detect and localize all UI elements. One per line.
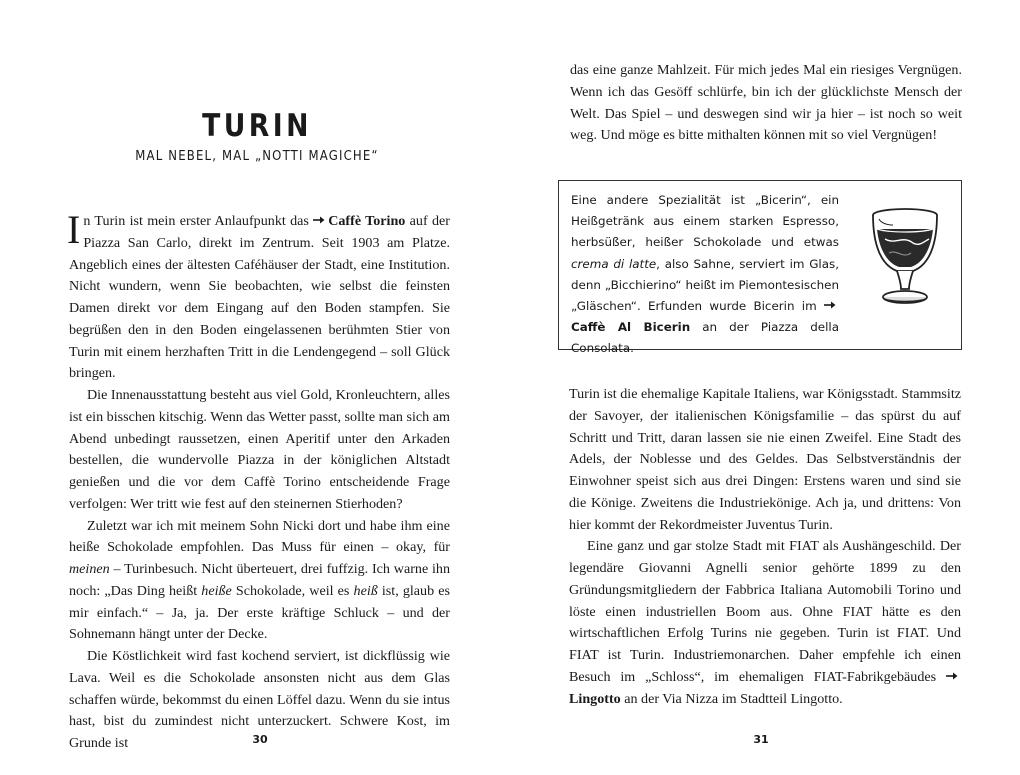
text-run: n Turin ist mein erster Anlaufpunkt das [83, 213, 314, 229]
left-body-text [67, 207, 450, 755]
text-run: Zuletzt war ich mit meinem Sohn Nicki dort und habe ihm eine heiße Schokolade empfohlen. Das Muss für einen – okay, für [69, 517, 450, 556]
page-number-left: 30 [252, 733, 268, 746]
text-run: , also Sahne, serviert im Glas, denn „Bicchierino“ heißt im Piemontesischen „Gläschen“. Erfunden wurde Bicerin im [571, 256, 839, 314]
text-run: an der Piazza della Consolata. [571, 320, 839, 356]
text-run: Schokolade, weil es [231, 582, 354, 599]
paragraph [67, 207, 450, 385]
paragraph [569, 536, 961, 710]
text-run: Eine andere Spezialität ist „Bicerin“, ein Heißgetränk aus einem starken Espresso, herbsüßer, heißer Schokolade und etwas [571, 193, 839, 250]
info-box-bicerin [558, 180, 962, 356]
emphasis: crema di latte [571, 256, 657, 271]
chapter-title: TURIN [202, 108, 312, 144]
venue-link-caffe-torino: Caffè Torino [328, 213, 406, 229]
paragraph [69, 516, 450, 647]
text-run: Eine ganz und gar stolze Stadt mit FIAT als Aushängeschild. Der legendäre Giovanni Agnelli senior gehörte 1899 zu den Gründungsmitgliedern der Fabbrica Italiana Automobili Torino und löste einen industriellen Boom aus. Ohne FIAT hätte es den wirtschaftlichen Erfolg Turins nie gegeben. Turin ist FIAT. Und FIAT ist Turin. Industriemonarchen. Daher empfehle ich einen Besuch im „Schloss“, im ehemaligen FIAT-Fabrikgebäudes [569, 538, 961, 685]
paragraph: das eine ganze Mahlzeit. Für mich jedes Mal ein riesiges Vergnügen. Wenn ich das Gesöff schlürfe, bin ich der glücklichste Mensch der Welt. Das Spiel – und deswegen sind wir ja hier – ist noch so weit weg. Und möge es bitte mithalten können mit so viel Vergnügen! [570, 62, 962, 144]
right-body-text [569, 384, 961, 710]
paragraph: Die Köstlichkeit wird fast kochend serviert, ist dickflüssig wie Lava. Weil es die Schokolade ansonsten nicht aus dem Glas schaffen würde, bekommst du einen Löffel dazu. Wenn du sie intus hast, bist du zumindest nicht unterzuckert. Schwere Kost, im Grunde ist [69, 648, 450, 751]
drop-cap: I [67, 207, 81, 252]
paragraph [571, 190, 839, 360]
info-box-text [571, 190, 839, 360]
paragraph: Die Innenausstattung besteht aus viel Gold, Kronleuchtern, alles ist ein bisschen kitschig. Wenn das Wetter passt, sollte man sich am Abend unbedingt raussetzen, einen Aperitif unter den Arkaden bestellen, die wundervolle Piazza in der königlichen Altstadt genießen und die vor dem Caffè Torino entscheidende Frage verfolgen: Wer tritt wie fest auf den steinernen Stierhoden? [69, 387, 450, 512]
paragraph: Turin ist die ehemalige Kapitale Italiens, war Königsstadt. Stammsitz der Savoyer, der italienischen Königsfamilie – das spürst du auf Schritt und Tritt, daran lassen sie nie einen Zweifel. Eine Stadt des Adels, der Noblesse und des Geldes. Das Selbstverständnis der Einwohner speist sich aus drei Dingen: Erstens waren und sind sie die Könige. Zweitens die Industriekönige. Ach ja, und drittens: Von hier kommt der Rekordmeister Juventus Turin. [569, 386, 961, 533]
page-number-right: 31 [753, 733, 769, 746]
text-run: an der Via Nizza im Stadtteil Lingotto. [620, 690, 843, 707]
arrow-right-icon [824, 300, 836, 310]
chapter-subtitle: MAL NEBEL, MAL „NOTTI MAGICHE“ [135, 149, 379, 164]
emphasis: heiß [353, 582, 378, 599]
text-run: ist, glaub es mir einfach.“ – Ja, ja. Der erste kräftige Schluck – und der Sohnemann hängt unter der Decke. [69, 582, 450, 643]
venue-link-caffe-al-bicerin: Caffè Al Bicerin [571, 320, 691, 335]
text-run: auf der Piazza San Carlo, direkt im Zentrum. Seit 1903 am Platze. Angeblich eines der ältesten Caféhäuser der Stadt, eine Institution. Nicht wundern, wenn Sie beobachten, wie selbst die feinsten Damen direkt vor dem Eingang auf den Boden stampfen. Sie begrüßen den in den Boden eingelassenen berühmten Stier von Turin mit einem herzhaften Tritt in die Lendengegend – soll Glück bringen. [69, 213, 450, 382]
bicerin-glass-icon [867, 205, 943, 313]
emphasis: meinen [69, 561, 110, 577]
text-run: – Turinbesuch. Nicht überteuert, drei fuffzig. Ich warne ihn noch: „Das Ding heißt [69, 561, 450, 599]
right-top-text [570, 60, 962, 147]
arrow-right-icon [946, 671, 958, 681]
emphasis: heiße [201, 582, 232, 599]
venue-link-lingotto: Lingotto [569, 690, 621, 707]
arrow-right-icon [313, 215, 325, 225]
